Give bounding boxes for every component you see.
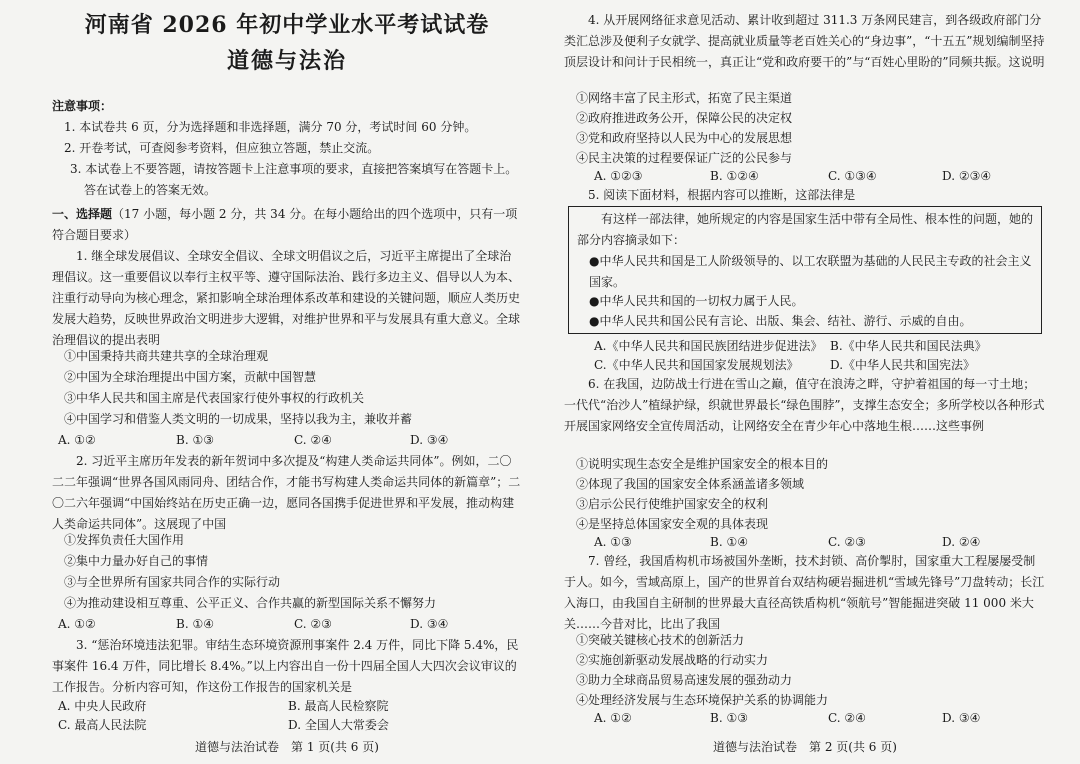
q7-option-a[interactable]: A. ①② [594,711,632,725]
question-4-text: 4. 从开展网络征求意见活动、累计收到超过 311.3 万条网民建言，到各级政府部门分类汇总涉及便利子女就学、提高就业质量等老百姓关心的“身边事”，“十五五”规划编制坚持顶层设计和问计于民相统一，真正让“党和政府要干的”与“百姓心里盼的”同频共振。这说明 [564,13,1045,69]
q5-material-item: ●中华人民共和国的一切权力属于人民。 [589,294,804,308]
q5-option-c[interactable]: C.《中华人民共和国国家发展规划法》 [594,358,799,372]
q1-options [58,430,522,451]
q7-option-d[interactable]: D. ③④ [942,711,981,725]
q7-option-b[interactable]: B. ①③ [710,711,748,725]
q2-item: ③与全世界所有国家共同合作的实际行动 [64,575,281,589]
q5-material-text: 有这样一部法律，她所规定的内容是国家生活中带有全局性、根本性的问题，她的部分内容摘录如下： [577,212,1034,247]
page-2 [564,0,1046,764]
q1-item: ①中国秉持共商共建共享的全球治理观 [64,349,269,363]
subject-title: 道德与法治 [226,48,347,74]
q3-option-c[interactable]: C. 最高人民法院 [58,718,147,732]
page-footer: 道德与法治试卷 第 1 页(共 6 页) [195,740,379,754]
q7-options [570,708,1046,729]
notice-item: 2. 开卷考试，可查阅参考资料，但应独立答题，禁止交流。 [64,141,380,155]
q6-item: ②体现了我国的国家安全体系涵盖诸多领域 [576,477,805,491]
q2-item: ④为推动建设相互尊重、公平正义、合作共赢的新型国际关系不懈努力 [64,596,437,610]
q1-option-d[interactable]: D. ③④ [410,433,449,447]
q2-option-c[interactable]: C. ②③ [294,617,332,631]
question-7-text: 7. 曾经，我国盾构机市场被国外垄断，技术封锁、高价掣肘，国家重大工程屡屡受制于人。如今，雪域高原上，国产的世界首台双结构硬岩掘进机“雪域先锋号”刀盘转动；长江入海口，由我国自主研制的世界最大直径高铁盾构机“领航号”智能掘进突破 11 000 米大关……今昔对比，比出了我国 [564,554,1045,631]
exam-title: 河南省 2026 年初中学业水平考试试卷 [84,12,490,38]
q6-item: ④是坚持总体国家安全观的具体表现 [576,517,769,531]
q4-item: ②政府推进政务公开，保障公民的决定权 [576,111,793,125]
q3-options-row1 [58,696,522,717]
question-2-text: 2. 习近平主席历年发表的新年贺词中多次提及“构建人类命运共同体”。例如，二〇二二年强调“世界各国风雨同舟、团结合作，才能书写构建人类命运共同体的新篇章”；二〇二六年强调“中国始终站在历史正确一边，愿同各国携手促进世界和平发展，推动构建人类命运共同体”。这展现了中国 [52,454,521,531]
q2-options [58,614,522,635]
q6-option-d[interactable]: D. ②④ [942,535,981,549]
q2-item: ①发挥负责任大国作用 [64,533,185,547]
q5-options-row1 [570,336,1046,357]
q1-item: ③中华人民共和国主席是代表国家行使外事权的行政机关 [64,391,365,405]
q2-option-b[interactable]: B. ①④ [176,617,214,631]
section-desc: （17 小题，每小题 2 分，共 34 分。在每小题给出的四个选项中，只有一项符合题目要求） [52,207,518,242]
q6-option-c[interactable]: C. ②③ [828,535,866,549]
q3-option-b[interactable]: B. 最高人民检察院 [288,699,389,713]
q4-option-a[interactable]: A. ①②③ [594,169,643,183]
q4-option-c[interactable]: C. ①③④ [828,169,877,183]
q7-item: ④处理经济发展与生态环境保护关系的协调能力 [576,693,829,707]
q5-option-b[interactable]: B.《中华人民共和国民法典》 [830,339,987,353]
q6-item: ③启示公民行使维护国家安全的权利 [576,497,769,511]
question-1-text: 1. 继全球发展倡议、全球安全倡议、全球文明倡议之后，习近平主席提出了全球治理倡议。这一重要倡议以奉行主权平等、遵守国际法治、践行多边主义、倡导以人为本、注重行动导向为核心理念，紧扣影响全球治理体系改革和建设的关键问题，顺应人类历史发展大趋势，反映世界政治文明进步大逻辑，对维护世界和平与发展具有重大意义。全球治理倡议的提出表明 [52,249,521,347]
question-5-text: 5. 阅读下面材料，根据内容可以推断，这部法律是 [588,188,856,202]
q1-item: ②中国为全球治理提出中国方案，贡献中国智慧 [64,370,317,384]
q6-item: ①说明实现生态安全是维护国家安全的根本目的 [576,457,829,471]
question-3-text: 3. “惩治环境违法犯罪。审结生态环境资源刑事案件 2.4 万件，同比下降 5.4%，民事案件 16.4 万件，同比增长 8.4%。”以上内容出自一份十四届全国人大四次会议审议的工作报告。分析内容可知，作这份工作报告的国家机关是 [52,638,519,694]
q4-item: ③党和政府坚持以人民为中心的发展思想 [576,131,793,145]
q2-option-d[interactable]: D. ③④ [410,617,449,631]
q4-item: ④民主决策的过程要保证广泛的公民参与 [576,151,793,165]
section-heading: 一、选择题 [52,207,113,221]
q5-option-d[interactable]: D.《中华人民共和国宪法》 [830,358,976,372]
q6-option-b[interactable]: B. ①④ [710,535,748,549]
q2-item: ②集中力量办好自己的事情 [64,554,209,568]
q1-option-b[interactable]: B. ①③ [176,433,214,447]
notice-item: 3. 本试卷上不要答题，请按答题卡上注意事项的要求，直接把答案填写在答题卡上。答在试卷上的答案无效。 [70,162,518,197]
q6-option-a[interactable]: A. ①③ [594,535,632,549]
q4-options [570,166,1046,187]
q7-item: ②实施创新驱动发展战略的行动实力 [576,653,769,667]
q6-options [570,532,1046,553]
page-footer: 道德与法治试卷 第 2 页(共 6 页) [713,740,897,754]
q5-material-item: ●中华人民共和国是工人阶级领导的、以工农联盟为基础的人民民主专政的社会主义国家。 [589,254,1032,289]
q4-option-b[interactable]: B. ①②④ [710,169,759,183]
q4-option-d[interactable]: D. ②③④ [942,169,992,183]
q1-option-c[interactable]: C. ②④ [294,433,332,447]
q5-option-a[interactable]: A.《中华人民共和国民族团结进步促进法》 [594,339,823,353]
q3-option-d[interactable]: D. 全国人大常委会 [288,718,389,732]
q7-option-c[interactable]: C. ②④ [828,711,866,725]
notice-item: 1. 本试卷共 6 页，分为选择题和非选择题，满分 70 分，考试时间 60 分钟。 [64,120,477,134]
q3-option-a[interactable]: A. 中央人民政府 [58,699,147,713]
notice-heading: 注意事项： [52,99,113,113]
q7-item: ③助力全球商品贸易高速发展的强劲动力 [576,673,793,687]
q1-option-a[interactable]: A. ①② [58,433,96,447]
q5-material-item: ●中华人民共和国公民有言论、出版、集会、结社、游行、示威的自由。 [589,314,972,328]
q7-item: ①突破关键核心技术的创新活力 [576,633,745,647]
q5-material-box [568,206,1042,334]
q3-options-row2 [58,715,522,736]
question-6-text: 6. 在我国，边防战士行进在雪山之巅，值守在浪涛之畔，守护着祖国的每一寸土地；一代代“治沙人”植绿护绿，织就世界最长“绿色围脖”，支撑生态安全；多所学校以各种形式开展国家网络安全宣传周活动，让网络安全在青少年心中落地生根……这些事例 [564,377,1045,433]
q2-option-a[interactable]: A. ①② [58,617,96,631]
q5-options-row2 [570,355,1046,376]
section-intro [52,204,522,246]
q1-item: ④中国学习和借鉴人类文明的一切成果，坚持以我为主，兼收并蓄 [64,412,413,426]
page-1 [52,0,522,764]
q4-item: ①网络丰富了民主形式，拓宽了民主渠道 [576,91,793,105]
